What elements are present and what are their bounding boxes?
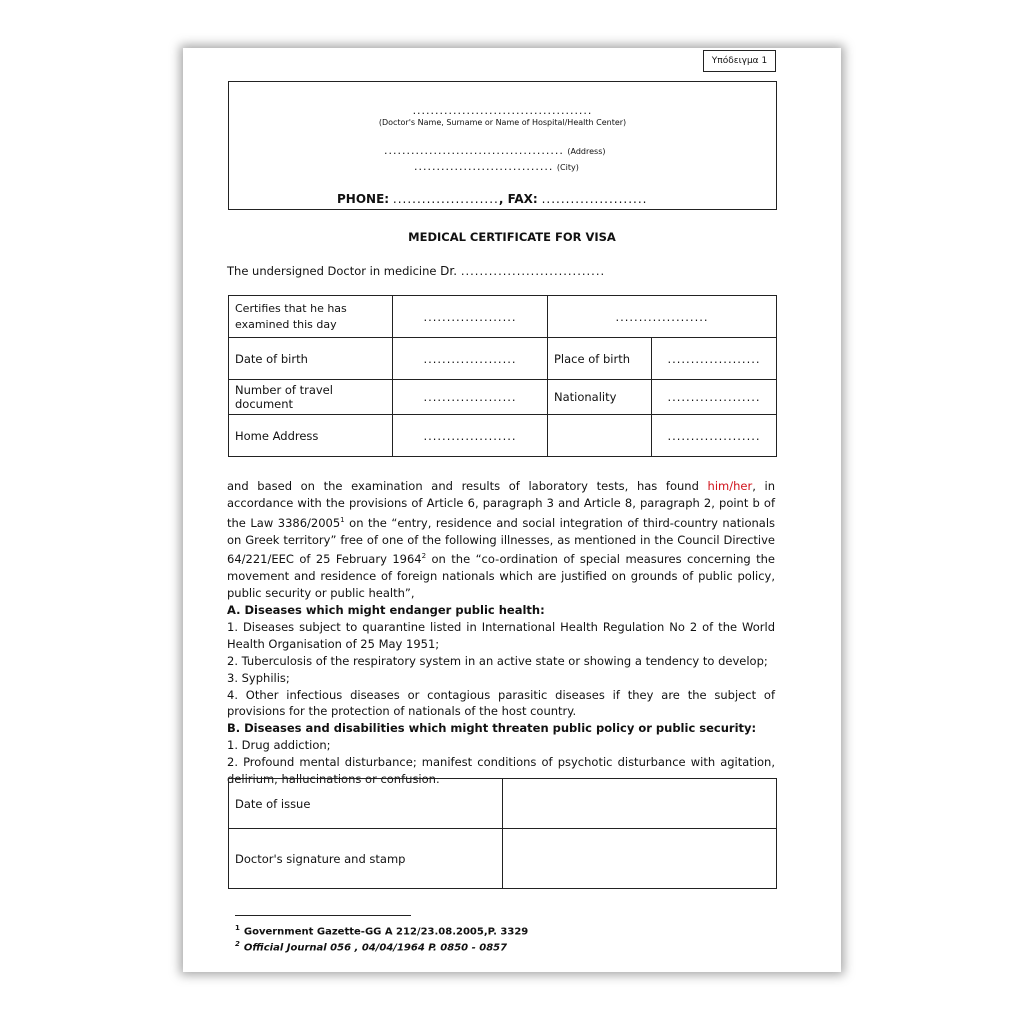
- city-line: ............................... (City): [414, 160, 579, 173]
- footnote-1: $^1$ Government Gazette-GG A 212/23.08.2005,P. 3329: [235, 924, 529, 938]
- dob-label: Date of birth: [229, 338, 393, 380]
- signature-field: [503, 829, 777, 889]
- section-a-heading: A. Diseases which might endanger public health:: [227, 603, 545, 617]
- list-item: 2. Profound mental disturbance; manifest conditions of psychotic disturbance with agitation, delirium, hallucinations or confusion.: [227, 755, 775, 787]
- footnote-2: $^2$ Official Journal 056 , 04/04/1964 P. 0850 - 0857: [235, 940, 508, 954]
- date-of-issue-label: Date of issue: [229, 779, 503, 829]
- table-row: [229, 779, 777, 829]
- table-row: [229, 415, 777, 457]
- examined-dots: ....................: [393, 296, 548, 338]
- travel-doc-label: Number of travel document: [229, 380, 393, 415]
- pob-label: Place of birth: [548, 338, 652, 380]
- examined-date-dots: ....................: [548, 296, 777, 338]
- table-row: [229, 296, 777, 338]
- intro-line: The undersigned Doctor in medicine Dr. ...............................: [227, 264, 606, 278]
- phone-fax-line: [337, 192, 647, 206]
- him-her-highlight: him/her: [707, 479, 753, 493]
- phone-label: PHONE:: [337, 192, 390, 206]
- empty-cell: [548, 415, 652, 457]
- section-b-heading: B. Diseases and disabilities which might threaten public policy or public security:: [227, 721, 757, 736]
- home-address-dots: ....................: [393, 415, 548, 457]
- examined-label: Certifies that he has examined this day: [229, 296, 393, 338]
- certificate-body: [227, 478, 775, 788]
- sample-label: Υπόδειγμα 1: [703, 50, 776, 72]
- fax-label: , FAX:: [498, 192, 538, 206]
- pob-dots: ....................: [652, 338, 777, 380]
- footnote-divider: [235, 915, 411, 916]
- name-caption: (Doctor's Name, Surname or Name of Hospital/Health Center): [378, 118, 627, 127]
- list-item: 2. Tuberculosis of the respiratory system in an active state or showing a tendency to develop;: [227, 653, 768, 668]
- travel-doc-dots: ....................: [393, 380, 548, 415]
- list-item: 4. Other infectious diseases or contagious parasitic diseases if they are the subject of provisions for the protection of nationals of the host country.: [227, 687, 775, 719]
- list-item: 1. Diseases subject to quarantine listed in International Health Regulation No 2 of the World Health Organisation of 25 May 1951;: [227, 619, 775, 651]
- document-title: MEDICAL CERTIFICATE FOR VISA: [408, 230, 616, 244]
- address-line: ........................................ (Address): [384, 144, 606, 157]
- signature-label: Doctor's signature and stamp: [229, 829, 503, 889]
- list-item: 3. Syphilis;: [227, 670, 290, 685]
- phone-dots: ......................: [392, 192, 499, 206]
- findings-paragraph: and based on the examination and results of laboratory tests, has found him/her, in accordance with the provisions of Article 6, paragraph 3 and Article 8, paragraph 2, point b of the Law 3386/2005$^1$ on the “entry, residence and social integration of third-country nationals on Greek territory” free of one of the following illnesses, as mentioned in the Council Directive 64/221/EEC of 25 February 1964$^2$ on the “co-ordination of special measures concerning the movement and residence of foreign nationals which are justified on grounds of public policy, public security or public health”,: [227, 479, 776, 601]
- issue-table: [228, 778, 777, 889]
- name-dots: ........................................: [412, 104, 593, 117]
- table-row: [229, 380, 777, 415]
- date-of-issue-field: [503, 779, 777, 829]
- doctor-header-box: [228, 81, 777, 210]
- patient-details-table: [228, 295, 777, 457]
- address-caption: (Address): [567, 147, 606, 156]
- certificate-page: [183, 48, 841, 972]
- nationality-label: Nationality: [548, 380, 652, 415]
- dob-dots: ....................: [393, 338, 548, 380]
- fax-dots: ......................: [541, 192, 648, 206]
- table-row: [229, 338, 777, 380]
- home-address-dots-2: ....................: [652, 415, 777, 457]
- nationality-dots: ....................: [652, 380, 777, 415]
- table-row: [229, 829, 777, 889]
- home-address-label: Home Address: [229, 415, 393, 457]
- list-item: 1. Drug addiction;: [227, 738, 331, 753]
- city-caption: (City): [556, 163, 579, 172]
